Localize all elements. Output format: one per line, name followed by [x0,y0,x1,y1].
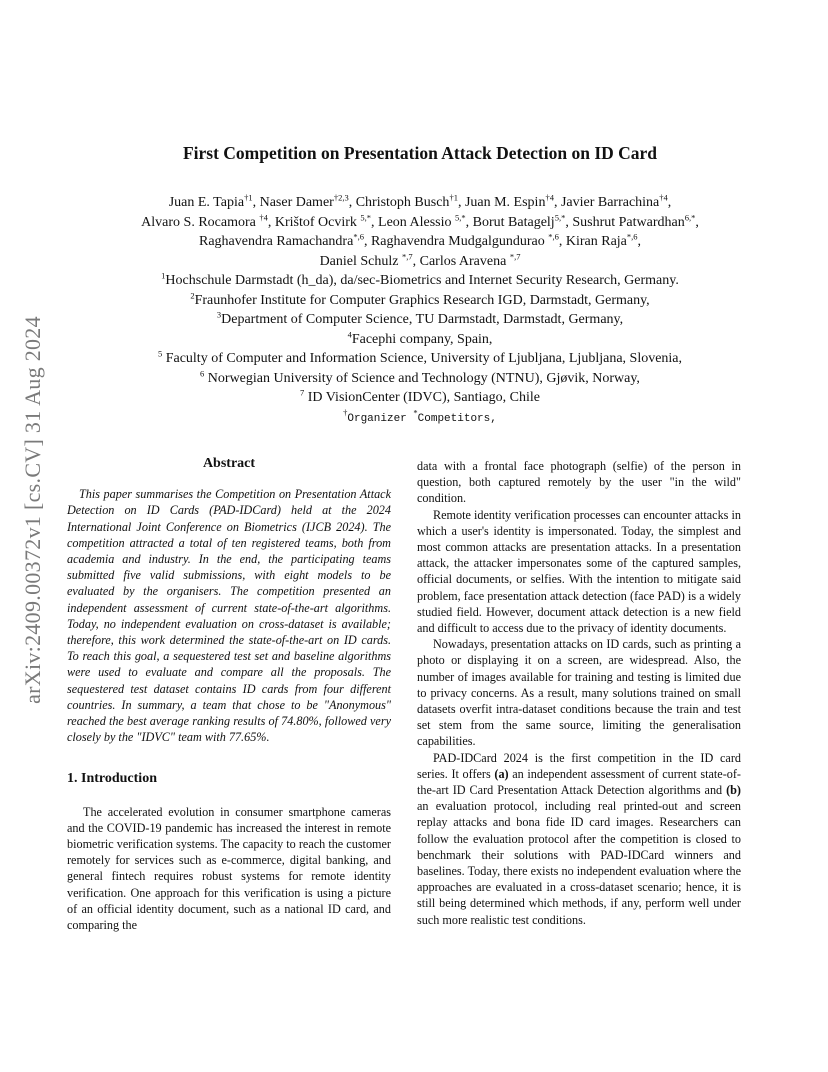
author-name: Leon Alessio [378,214,456,230]
left-column [67,456,391,933]
introduction-heading: 1. Introduction [67,771,157,787]
author-name: Christoph Busch [355,195,450,210]
author-name: Naser Damer [259,195,334,210]
affiliation-sup: 6 [200,367,205,378]
author-name: Daniel Schulz [319,253,402,269]
body-text: an independent assessment of current state-of-the-art ID Card Presentation Attack Detection algorithms and [417,766,741,798]
author-sup: †4 [545,192,554,203]
author-name: Raghavendra Mudgalgundurao [370,234,549,249]
affiliation-5 [60,349,780,369]
body-text: an evaluation protocol, including real printed-out and screen replay attacks and bona fide ID card images. Researchers can follow the evaluation protocol after the competition is closed to benchmark their solutions with PAD-IDCard winners and baselines. Today, there exists no independent evaluation where the approaches are evaluated in a cross-dataset scenario; hence, it is still being determined which methods, if any, perform well under such more realistic test conditions. [417,799,741,927]
affiliation-sup: 2 [190,289,195,300]
affiliation-text: ID VisionCenter (IDVC), Santiago, Chile [304,390,540,405]
affiliation-text: Faculty of Computer and Information Science, University of Ljubljana, Ljubljana, Slovenia, [162,351,683,366]
author-name: Javier Barrachina [560,195,660,210]
author-sup: *,6 [626,231,638,242]
author-name: Carlos Aravena [419,253,510,269]
author-line-2: Alvaro S. Rocamora $^{\dagger 4}$, Krištof Ocvirk $^{5,*}$, Leon Alessio $^{5,*}$, Borut Batagelj$^{5,*}$, Sushrut Patwardhan$^{6,*}$, [141,211,699,230]
affiliation-text: Fraunhofer Institute for Computer Graphics Research IGD, Darmstadt, Germany, [194,292,650,308]
author-sup: 5,* [554,211,566,222]
author-line-3: Raghavendra Ramachandra$^{*,6}$, Raghavendra Mudgalgundurao $^{*,6}$, Kiran Raja$^{*,6}$, [198,231,642,249]
author-name: Krištof Ocvirk [274,214,361,230]
author-sup: *,7 [401,250,413,261]
organizer-mark: † [343,406,348,417]
author-name: Juan E. Tapia [168,195,245,210]
introduction-paragraph: The accelerated evolution in consumer smartphone cameras and the COVID-19 pandemic has increased the interest in remote biometric verification systems. The capacity to reach the customer remotely for services such as e-commerce, digital banking, and general fintech requires robust systems for remote identity verification. One approach for this verification is using a picture of an official identity document, such as a national ID card, and comparing the [67,804,391,933]
author-name: Kiran Raja [565,234,627,249]
body-paragraph: Remote identity verification processes can encounter attacks in which a user's identity is impersonated. Today, the simplest and most common attacks are presentation attacks. In a presentation attack, the attacker impersonates some of the captured samples, official documents, or selfies. With the intention to mitigate said problem, face presentation attack detection (face PAD) is a widely studied field. However, document attack detection is a new field and difficult to access due to the privacy of identity documents. [417,507,741,636]
affiliation-text: Department of Computer Science, TU Darmstadt, Darmstadt, Germany, [221,312,624,327]
body-text: PAD-IDCard 2024 is the first competition in the ID card series. It offers [417,750,741,781]
affiliation-sup: 5 [157,348,163,359]
body-paragraph: data with a frontal face photograph (selfie) of the person in question, both captured remotely by the user "in the wild" condition. [417,459,741,506]
affiliation-text: Norwegian University of Science and Technology (NTNU), Gjøvik, Norway, [204,370,640,386]
affiliation-4 [60,330,780,350]
abstract-heading: Abstract [202,456,256,471]
author-name: Borut Batagelj [472,214,555,230]
author-sup: 5,* [455,211,466,222]
author-sup: *,6 [548,231,559,242]
author-block [60,193,780,429]
affiliation-sup: 3 [216,309,222,320]
author-sup: †1 [244,192,253,203]
author-sup: †1 [449,192,458,203]
body-paragraph: Nowadays, presentation attacks on ID cards, such as printing a photo or displaying it on a screen, are widespread. Also, the number of images available for training and testing is limited due to privacy concerns. As a result, many solutions trained on small datasets overfit intra-dataset conditions because the train and test set stem from the same source, limiting the generalisation capabilities. [417,637,741,749]
author-sup: †2,3 [333,192,349,203]
author-name: Raghavendra Ramachandra [198,234,354,249]
author-sup: 5,* [360,211,372,222]
paper-title: First Competition on Presentation Attack Detection on ID Card [182,143,658,163]
body-paragraph [417,750,741,928]
right-column [417,458,741,928]
author-name: Juan M. Espin [464,195,546,210]
author-line-4: Daniel Schulz $^{*,7}$, Carlos Aravena $^{*,7}$ [319,250,521,269]
author-sup: *,6 [353,231,364,242]
list-label: (a) [494,766,509,781]
competitor-mark: * [413,406,418,417]
author-line-1: Juan E. Tapia$^{\dagger 1}$, Naser Damer$^{\dagger 2,3}$, Christoph Busch$^{\dagger 1}$, Juan M. Espin$^{\dagger 4}$, Javier Barrachina$^{\dagger 4}$, [168,192,672,210]
affiliation-text: Hochschule Darmstadt (h_da), da/sec-Biometrics and Internet Security Research, Germany. [165,273,679,288]
organizer-label: Organizer [347,412,414,425]
competitor-label: Competitors, [417,412,497,425]
affiliation-1 [60,271,780,291]
affiliation-sup: 7 [300,387,305,398]
list-label: (b) [726,783,741,798]
author-name: Sushrut Patwardhan [572,214,685,230]
affiliation-2 [60,291,780,311]
affiliation-3 [60,310,780,330]
author-sup: †4 [259,211,268,222]
affiliation-text: Facephi company, Spain, [351,331,493,347]
author-name: Alvaro S. Rocamora [141,214,260,230]
role-legend [60,408,780,430]
affiliation-sup: 4 [347,328,352,339]
arxiv-identifier: arXiv:2409.00372v1 [cs.CV] 31 Aug 2024 [20,316,45,704]
affiliation-6 [60,369,780,389]
affiliation-sup: 1 [161,270,166,281]
author-sup: †4 [659,192,668,203]
affiliation-7 [60,388,780,408]
abstract-text: This paper summarises the Competition on Presentation Attack Detection on ID Cards (PAD-IDCard) held at the 2024 International Joint Conference on Biometrics (IJCB 2024). The competition attracted a total of ten registered teams, both from academia and industry. In the end, the participating teams submitted five valid submissions, with eight models to be evaluated by the organisers. The competition presented an independent assessment of current state-of-the-art algorithms. Today, no independent evaluation on cross-dataset is available; therefore, this work determined the state-of-the-art on ID cards. To reach this goal, a sequestered test set and baseline algorithms were used to evaluate and compare all the proposals. The sequestered test dataset contains ID cards from four different countries. In summary, a team that chose to be "Anonymous" reached the best average ranking results of 74.80%, followed very closely by the "IDVC" team with 77.65%. [67,487,391,745]
author-sup: 6,* [684,211,696,222]
author-sup: *,7 [509,250,521,261]
